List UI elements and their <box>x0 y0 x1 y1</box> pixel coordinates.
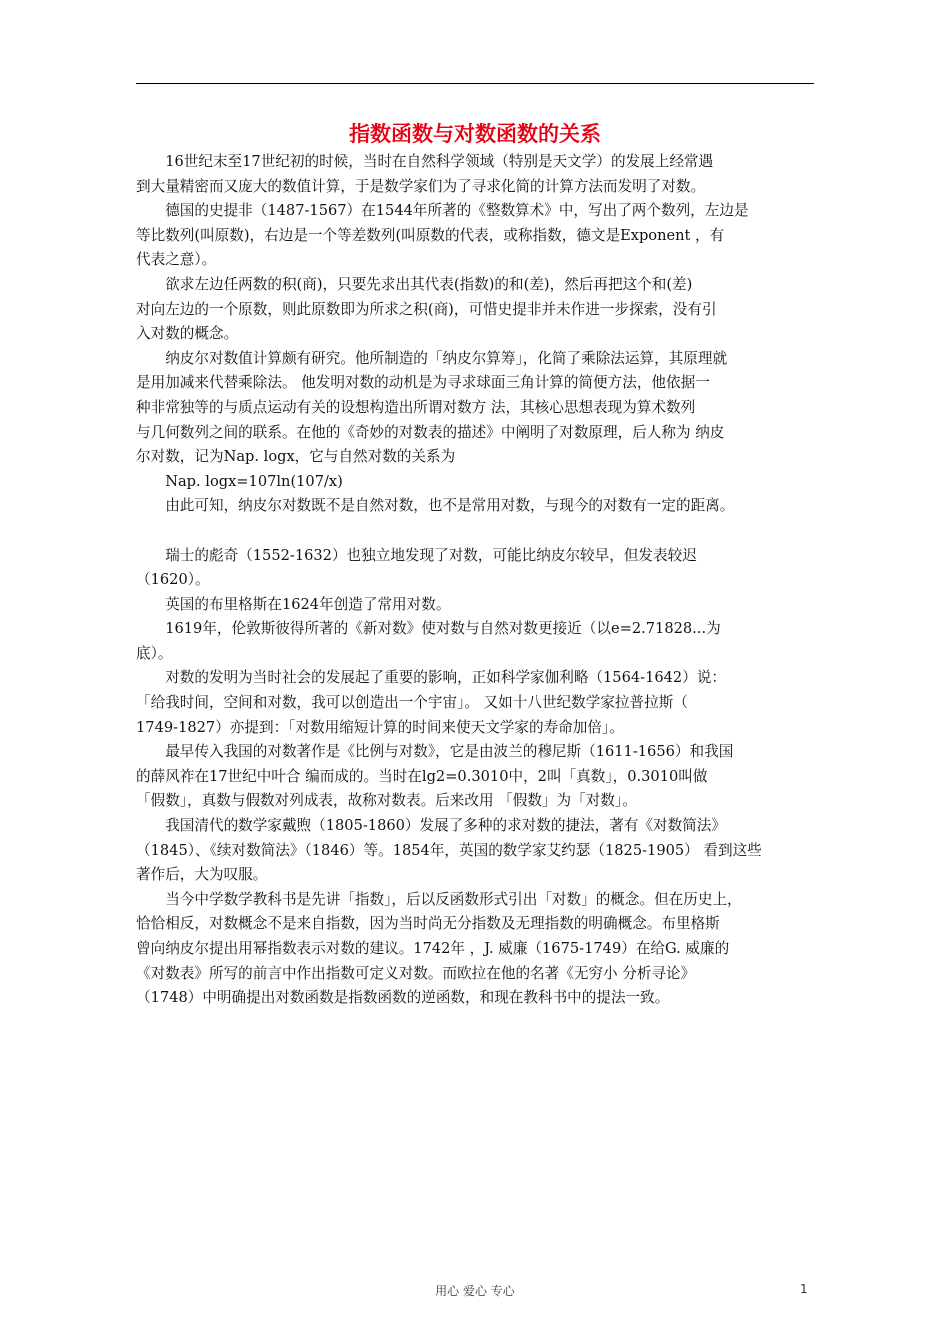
text-line: 对数的发明为当时社会的发展起了重要的影响，正如科学家伽利略（1564-1642）说： <box>165 669 726 687</box>
text-line: 对向左边的一个原数，则此原数即为所求之积(商)，可惜史提非并未作进一步探索，没有引 <box>136 300 717 318</box>
text-line: 恰恰相反，对数概念不是来自指数，因为当时尚无分指数及无理指数的明确概念。布里格斯 <box>136 915 720 933</box>
text-line: 「假数」，真数与假数对列成表，故称对数表。后来改用 「假数」为「对数」。 <box>136 792 637 810</box>
text-line: 的薛风祚在17世纪中叶合 编而成的。当时在lg2=0.3010中，2叫「真数」，0.3010叫做 <box>136 767 708 785</box>
page-number: 1 <box>800 1282 808 1296</box>
text-line: 欲求左边任两数的积(商)，只要先求出其代表(指数)的和(差)，然后再把这个和(差) <box>165 275 693 293</box>
text-line: 16世纪末至17世纪初的时候，当时在自然科学领域（特别是天文学）的发展上经常遇 <box>165 153 714 170</box>
text-line: 底）。 <box>136 644 173 662</box>
text-line: 《对数表》所写的前言中作出指数可定义对数。而欧拉在他的名著《无穷小 分析寻论》 <box>136 964 696 982</box>
text-line: 代表之意）。 <box>136 251 217 269</box>
text-line: 最早传入我国的对数著作是《比例与对数》，它是由波兰的穆尼斯（1611-1656）和我国 <box>165 743 734 761</box>
text-line: 尔对数，记为Nap. logx，它与自然对数的关系为 <box>136 448 456 466</box>
text-line: 到大量精密而又庞大的数值计算，于是数学家们为了寻求化简的计算方法而发明了对数。 <box>136 177 706 195</box>
text-line: 入对数的概念。 <box>136 325 239 343</box>
text-line: 1619年，伦敦斯彼得所著的《新对数》使对数与自然对数更接近（以e=2.71828...为 <box>165 620 721 638</box>
text-line: 曾向纳皮尔提出用幂指数表示对数的建议。1742年 ，J. 威廉（1675-1749）在给G. 威廉的 <box>136 940 730 957</box>
text-line: 是用加减来代替乘除法。 他发明对数的动机是为寻求球面三角计算的简便方法，他依据一 <box>136 374 710 392</box>
formula-line: Nap. logx=107ln(107/x) <box>165 472 343 490</box>
text-line: 瑞士的彪奇（1552-1632）也独立地发现了对数，可能比纳皮尔较早，但发表较迟 <box>165 546 697 564</box>
text-line: 著作后，大为叹服。 <box>136 866 268 884</box>
footer-motto: 用心 爱心 专心 <box>435 1284 515 1298</box>
document-body <box>136 150 820 1011</box>
text-line: 当今中学数学教科书是先讲「指数」，后以反函数形式引出「对数」的概念。但在历史上， <box>165 890 742 908</box>
text-line: 种非常独等的与质点运动有关的设想构造出所谓对数方 法，其核心思想表现为算术数列 <box>136 398 696 416</box>
text-line: 与几何数列之间的联系。在他的《奇妙的对数表的描述》中阐明了对数原理，后人称为 纳皮 <box>136 423 725 441</box>
text-line: 1749-1827）亦提到：「对数用缩短计算的时间来使天文学家的寿命加倍」。 <box>136 718 624 736</box>
text-line: （1748）中明确提出对数函数是指数函数的逆函数，和现在教科书中的提法一致。 <box>136 989 670 1007</box>
text-line: 英国的布里格斯在1624年创造了常用对数。 <box>165 595 451 613</box>
text-line: 德国的史提非（1487-1567）在1544年所著的《整数算术》中，写出了两个数列，左边是 <box>165 202 749 220</box>
document-title: 指数函数与对数函数的关系 <box>349 122 601 146</box>
header-rule <box>136 83 814 84</box>
text-line: 纳皮尔对数值计算颇有研究。他所制造的「纳皮尔算筹」，化简了乘除法运算，其原理就 <box>165 349 728 367</box>
text-line: 等比数列(叫原数)，右边是一个等差数列(叫原数的代表，或称指数，德文是Exponent ，有 <box>136 226 725 244</box>
text-line: 我国清代的数学家戴煦（1805-1860）发展了多种的求对数的捷法，著有《对数简法》 <box>165 817 726 835</box>
text-line: （1620）。 <box>136 571 210 589</box>
text-line: 「给我时间，空间和对数，我可以创造出一个宇宙」。 又如十八世纪数学家拉普拉斯（ <box>136 694 688 712</box>
text-line: （1845）、《续对数简法》（1846）等。1854年，英国的数学家艾约瑟（1825-1905） 看到这些 <box>136 841 762 859</box>
text-line: 由此可知，纳皮尔对数既不是自然对数，也不是常用对数，与现今的对数有一定的距离。 <box>165 497 735 515</box>
blank-line <box>136 519 820 544</box>
